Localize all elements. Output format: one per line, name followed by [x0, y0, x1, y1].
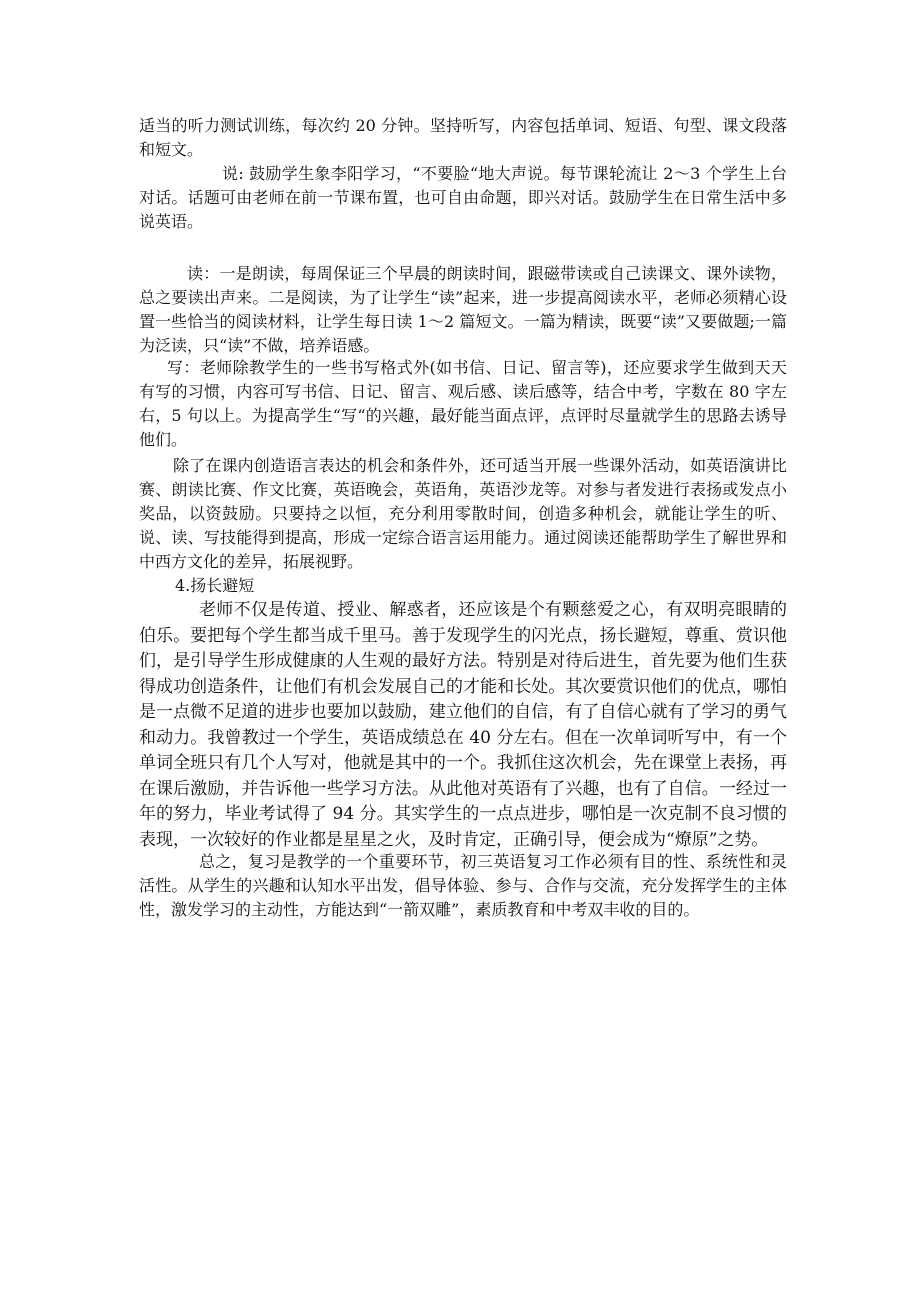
paragraph-strengths: 老师不仅是传道、授业、解惑者，还应该是个有颗慈爱之心，有双明亮眼睛的伯乐。要把每个学生都当成千里马。善于发现学生的闪光点，扬长避短，尊重、赏识他们，是引导学生形成健康的人生观的最好方法。特别是对待后进生，首先要为他们生获得成功创造条件，让他们有机会发展自己的才能和长处。其次要赏识他们的优点，哪怕是一点微不足道的进步也要加以鼓励，建立他们的自信，有了自信心就有了学习的勇气和动力。我曾教过一个学生，英语成绩总在 40 分左右。但在一次单词听写中，有一个单词全班只有几个人写对，他就是其中的一个。我抓住这次机会，先在课堂上表扬，再在课后激励，并告诉他一些学习方法。从此他对英语有了兴趣，也有了自信。一经过一年的努力，毕业考试得了 94 分。其实学生的一点点进步，哪怕是一次克制不良习惯的表现，一次较好的作业都是星星之火，及时肯定，正确引导，便会成为“燎原”之势。 — [139, 600, 787, 850]
paragraph-listening: 适当的听力测试训练，每次约 20 分钟。坚持听写，内容包括单词、短语、句型、课文段落和短文。 — [139, 116, 787, 159]
section-heading-4: 4.扬长避短 — [175, 576, 255, 595]
paragraph-speaking: 说: 鼓励学生象李阳学习，“不要脸“地大声说。每节课轮流让 2～3 个学生上台对话。话题可由老师在前一节课布置，也可自由命题，即兴对话。鼓励学生在日常生活中多说英语。 — [139, 164, 787, 231]
paragraph-conclusion: 总之，复习是教学的一个重要环节，初三英语复习工作必须有目的性、系统性和灵活性。从学生的兴趣和认知水平出发，倡导体验、参与、合作与交流，充分发挥学生的主体性，激发学习的主动性，方能达到“一箭双雕”，素质教育和中考双丰收的目的。 — [139, 852, 787, 919]
paragraph-writing: 写：老师除教学生的一些书写格式外(如书信、日记、留言等)，还应要求学生做到天天有写的习惯，内容可写书信、日记、留言、观后感、读后感等，结合中考，字数在 80 字左右，5 句以上。为提高学生“写“的兴趣，最好能当面点评，点评时尽量就学生的思路去诱导他们。 — [139, 358, 787, 449]
paragraph-activities: 除了在课内创造语言表达的机会和条件外，还可适当开展一些课外活动，如英语演讲比赛、朗读比赛、作文比赛，英语晚会，英语角，英语沙龙等。对参与者发进行表扬或发点小奖品，以资鼓励。只要持之以恒，充分利用零散时间，创造多种机会，就能让学生的听、说、读、写技能得到提高，形成一定综合语言运用能力。通过阅读还能帮助学生了解世界和中西方文化的差异，拓展视野。 — [139, 456, 787, 571]
paragraph-reading: 读：一是朗读，每周保证三个早晨的朗读时间，跟磁带读或自己读课文、课外读物，总之要读出声来。二是阅读，为了让学生“读”起来，进一步提高阅读水平，老师必须精心设置一些恰当的阅读材料，让学生每日读 1～2 篇短文。一篇为精读，既要“读”又要做题;一篇为泛读，只“读”不做，培养语感。 — [139, 264, 787, 355]
